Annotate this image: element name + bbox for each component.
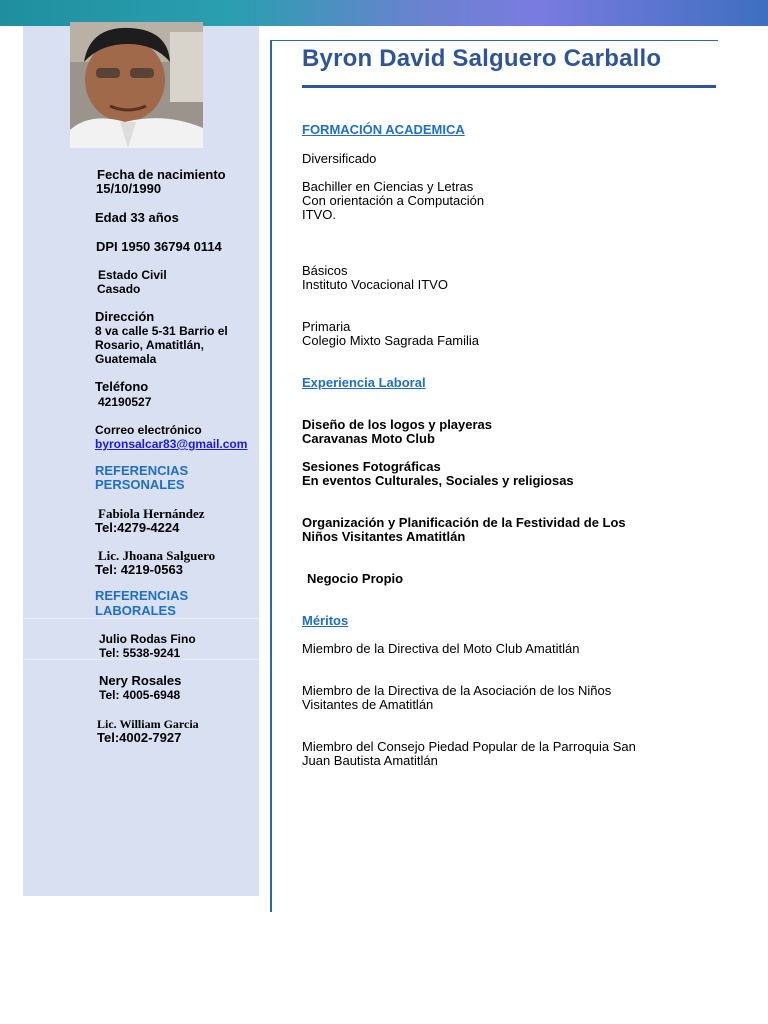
- education-item: Bachiller en Ciencias y Letras: [302, 179, 474, 194]
- email-label: Correo electrónico: [95, 423, 202, 437]
- civil-label: Estado Civil: [98, 268, 167, 282]
- age: Edad 33 años: [95, 210, 179, 225]
- personal-refs-title: PERSONALES: [95, 477, 185, 492]
- education-title: FORMACIÓN ACADEMICA: [302, 122, 465, 137]
- education-item: Primaria: [302, 319, 351, 334]
- experience-item: Niños Visitantes Amatitlán: [302, 529, 466, 544]
- merit-item: Miembro de la Directiva de la Asociación de los Niños: [302, 683, 612, 698]
- phone-value: 42190527: [98, 395, 152, 409]
- experience-item: Diseño de los logos y playeras: [302, 417, 493, 432]
- ref-phone: Tel: 5538-9241: [99, 646, 181, 660]
- birth-label: Fecha de nacimiento: [97, 167, 226, 182]
- education-item: Diversificado: [302, 151, 377, 166]
- merits-title: Méritos: [302, 613, 349, 628]
- ref-name: Julio Rodas Fino: [99, 632, 196, 646]
- experience-item: Organización y Planificación de la Festividad de Los: [302, 515, 626, 530]
- ref-name: Lic. William Garcia: [97, 717, 199, 731]
- birth-value: 15/10/1990: [96, 181, 162, 196]
- title-underline: [302, 85, 716, 88]
- personal-refs-title: REFERENCIAS: [95, 463, 189, 478]
- merit-item: Miembro de la Directiva del Moto Club Amatitlán: [302, 641, 580, 656]
- address-line: 8 va calle 5-31 Barrio el: [95, 324, 228, 338]
- experience-item: En eventos Culturales, Sociales y religiosas: [302, 473, 574, 488]
- address-line: Guatemala: [95, 352, 157, 366]
- address-label: Dirección: [95, 309, 155, 324]
- profile-photo: [70, 22, 203, 148]
- education-item: Colegio Mixto Sagrada Familia: [302, 333, 480, 348]
- header-rule: [270, 40, 718, 41]
- merit-item: Miembro del Consejo Piedad Popular de la Parroquia San: [302, 739, 636, 754]
- address-line: Rosario, Amatitlán,: [95, 338, 204, 352]
- education-item: Con orientación a Computación: [302, 193, 485, 208]
- merit-item: Visitantes de Amatitlán: [302, 697, 434, 712]
- experience-item: Negocio Propio: [307, 571, 404, 586]
- experience-item: Caravanas Moto Club: [302, 431, 435, 446]
- ref-name: Lic. Jhoana Salguero: [98, 548, 216, 563]
- work-refs-title: LABORALES: [95, 603, 176, 618]
- education-item: Instituto Vocacional ITVO: [302, 277, 448, 292]
- ref-name: Fabiola Hernández: [98, 506, 205, 521]
- page-title: Byron David Salguero Carballo: [302, 45, 662, 72]
- education-item: Básicos: [302, 263, 348, 278]
- ref-phone: Tel: 4219-0563: [95, 562, 183, 577]
- column-divider: [270, 40, 272, 912]
- email-link[interactable]: byronsalcar83@gmail.com: [95, 437, 248, 451]
- ref-name: Nery Rosales: [99, 673, 182, 688]
- profile-photo-image: [70, 22, 203, 148]
- phone-label: Teléfono: [95, 379, 149, 394]
- experience-title: Experiencia Laboral: [302, 375, 426, 390]
- ref-phone: Tel:4002-7927: [97, 730, 182, 745]
- dpi: DPI 1950 36794 0114: [96, 239, 222, 254]
- education-item: ITVO.: [302, 207, 336, 222]
- work-refs-title: REFERENCIAS: [95, 588, 189, 603]
- civil-value: Casado: [97, 282, 141, 296]
- sidebar-panel: [23, 26, 259, 896]
- ref-phone: Tel: 4005-6948: [99, 688, 181, 702]
- experience-item: Sesiones Fotográficas: [302, 459, 441, 474]
- merit-item: Juan Bautista Amatitlán: [302, 753, 438, 768]
- sidebar-divider: [23, 618, 259, 619]
- ref-phone: Tel:4279-4224: [95, 520, 180, 535]
